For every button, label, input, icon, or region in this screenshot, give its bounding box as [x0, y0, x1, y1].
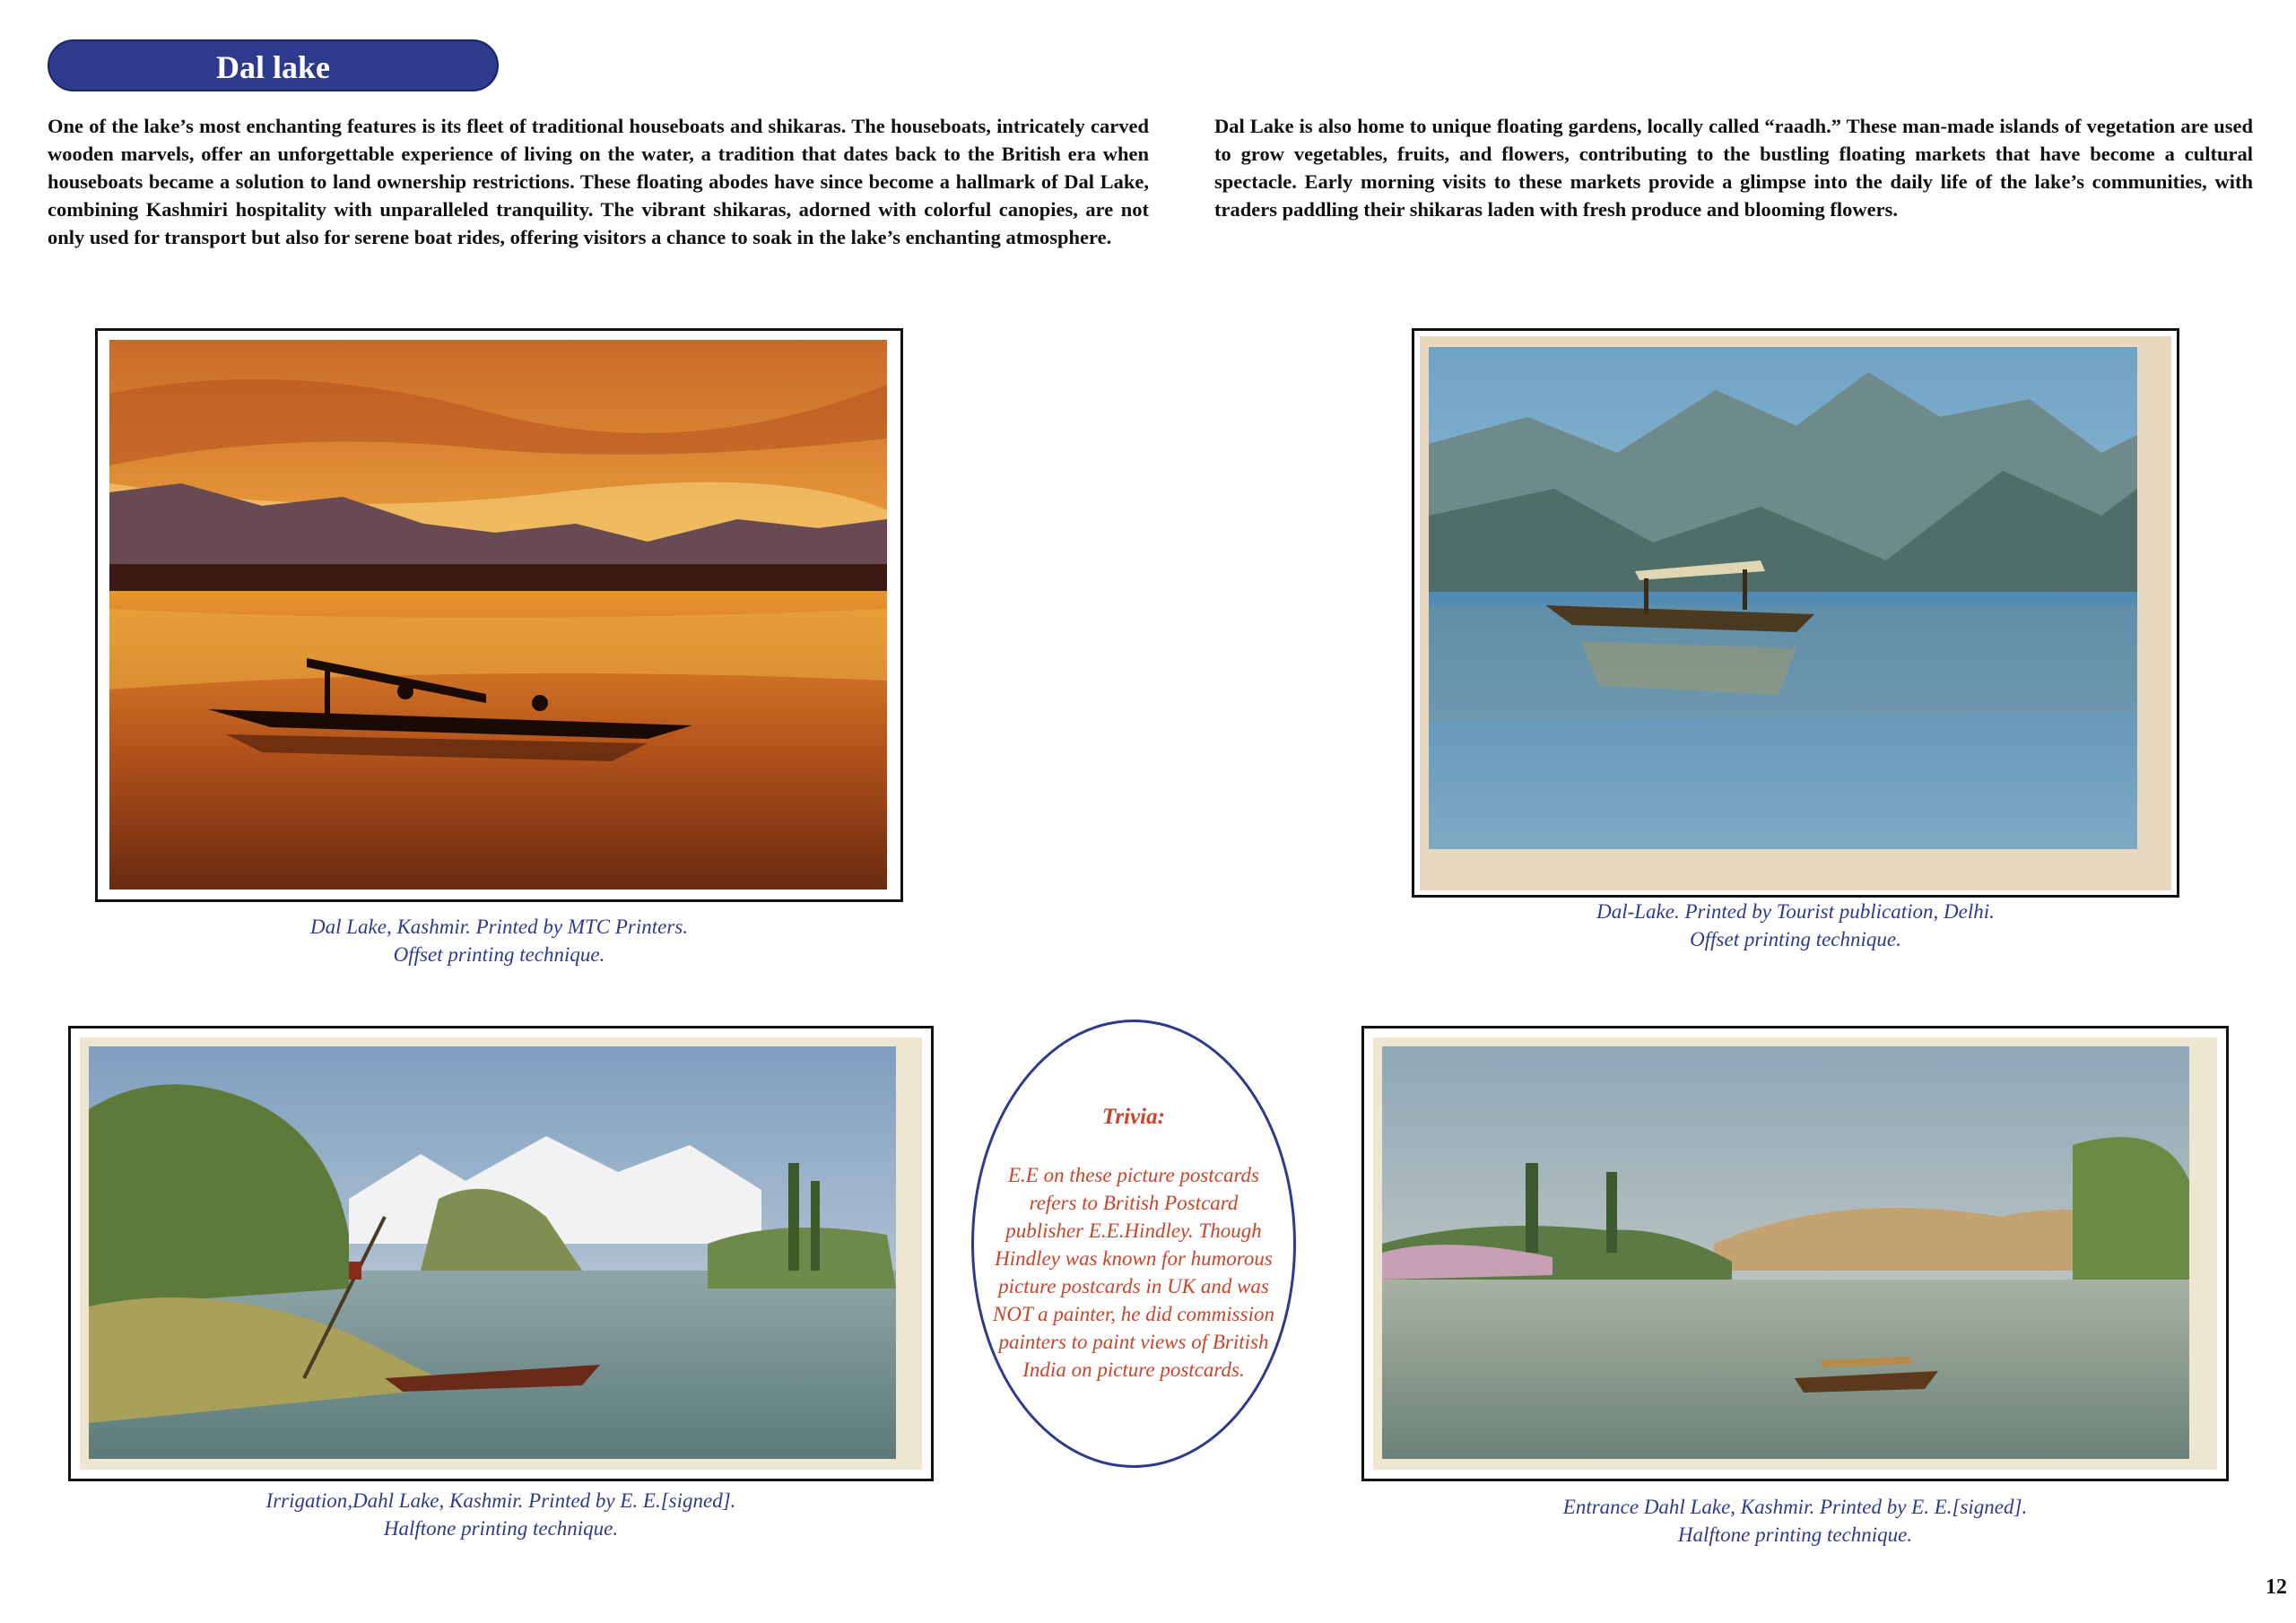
- postcard-frame-entrance: [1361, 1026, 2229, 1481]
- trivia-line: NOT a painter, he did commission: [993, 1303, 1274, 1325]
- trivia-title: Trivia:: [1102, 1105, 1165, 1129]
- trivia-line: refers to British Postcard: [1029, 1192, 1239, 1214]
- postcard-caption-1: [95, 913, 903, 968]
- postcard-caption-4: [1361, 1493, 2229, 1549]
- trivia-line: India on picture postcards.: [1022, 1358, 1245, 1381]
- trivia-line: painters to paint views of British: [998, 1331, 1269, 1353]
- caption-line: Dal Lake, Kashmir. Printed by MTC Printers.: [309, 916, 689, 938]
- postcard-image-mountains: [1420, 336, 2171, 890]
- postcard-frame-mountains: [1412, 328, 2179, 898]
- trivia-line: E.E on these picture postcards: [1008, 1164, 1259, 1186]
- caption-line: Irrigation,Dahl Lake, Kashmir. Printed by E. E.[signed].: [265, 1489, 736, 1512]
- postcard-caption-2: [1412, 898, 2179, 953]
- caption-line: Dal-Lake. Printed by Tourist publication, Delhi.: [1596, 900, 1995, 923]
- trivia-oval: [971, 1020, 1296, 1468]
- postcard-frame-irrigation: [68, 1026, 934, 1481]
- postcard-frame-sunset: [95, 328, 903, 902]
- page-title: Dal lake: [215, 49, 330, 85]
- caption-line: Offset printing technique.: [393, 943, 605, 966]
- caption-line: Offset printing technique.: [1690, 928, 1901, 950]
- intro-left-paragraph: One of the lake’s most enchanting features is its fleet of traditional houseboats and shikaras. The houseboats, intricately carved wooden marvels, offer an unforgettable experience of living on the water, a tradition that dates back to the British era when houseboats became a solution to land ownership restrictions. These floating abodes have since become a hallmark of Dal Lake, combining Kashmiri hospitality with unparalleled tranquility. The vibrant shikaras, adorned with colorful canopies, are not only used for transport but also for serene boat rides, offering visitors a chance to soak in the lake’s enchanting atmosphere.: [48, 115, 1149, 248]
- postcard-image-irrigation: [80, 1037, 922, 1470]
- caption-line: Halftone printing technique.: [383, 1517, 619, 1540]
- intro-right-paragraph: Dal Lake is also home to unique floating gardens, locally called “raadh.” These man-made islands of vegetation are used to grow vegetables, fruits, and flowers, contributing to the bustling floating markets that have become a cultural spectacle. Early morning visits to these markets provide a glimpse into the daily life of the lake’s communities, with traders paddling their shikaras laden with fresh produce and blooming flowers.: [1214, 115, 2253, 221]
- postcard-image-sunset: [109, 340, 887, 890]
- caption-line: Entrance Dahl Lake, Kashmir. Printed by E. E.[signed].: [1562, 1496, 2028, 1518]
- page-number: 12: [2266, 1575, 2287, 1599]
- trivia-line: picture postcards in UK and was: [998, 1275, 1269, 1298]
- postcard-caption-3: [68, 1487, 934, 1542]
- trivia-line: publisher E.E.Hindley. Though: [1005, 1219, 1262, 1242]
- trivia-line: Hindley was known for humorous: [995, 1247, 1273, 1270]
- page-title-banner: [48, 39, 499, 91]
- caption-line: Halftone printing technique.: [1677, 1523, 1913, 1546]
- postcard-image-entrance: [1373, 1037, 2217, 1470]
- trivia-body: [974, 1161, 1293, 1384]
